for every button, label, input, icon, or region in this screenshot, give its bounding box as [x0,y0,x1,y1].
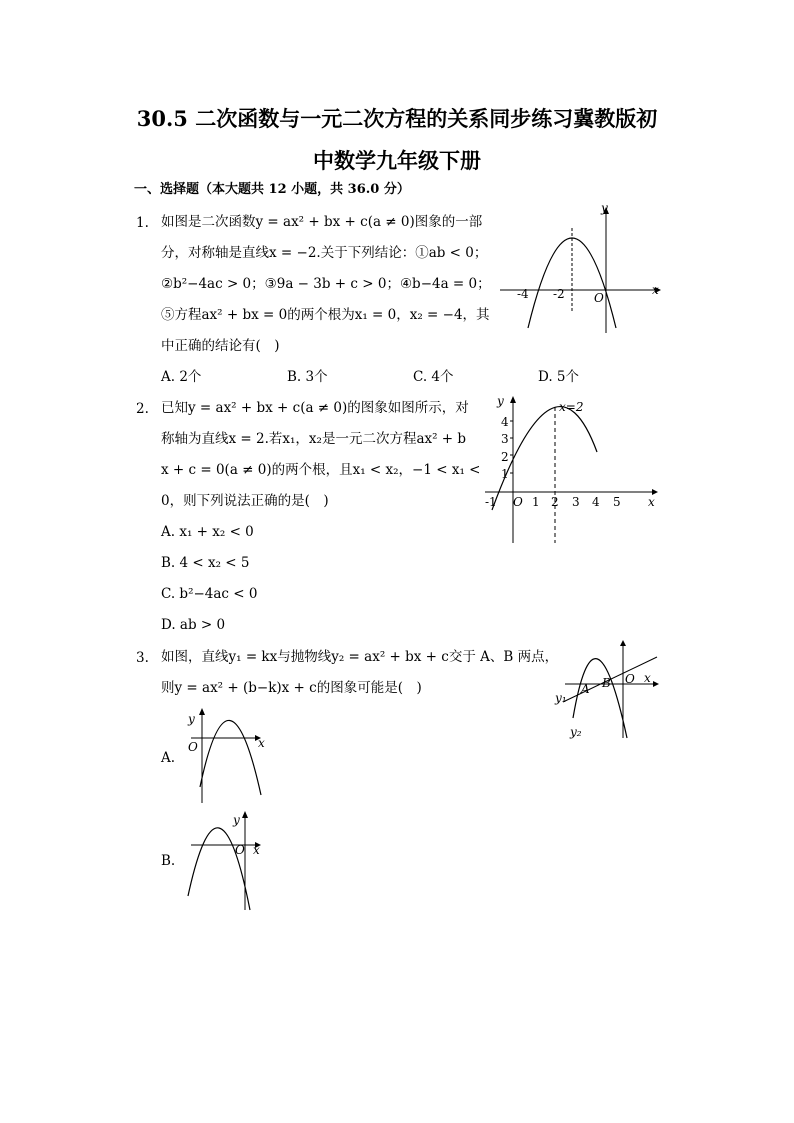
q2-ytick-1: 1 [501,467,509,481]
question-1-option-b[interactable]: B. 3个 [287,369,328,385]
q2-ytick-4: 4 [501,415,509,429]
q1-origin-label: O [594,291,604,305]
question-3-option-a[interactable]: A. [161,750,176,766]
question-2-line-4: 0，则下列说法正确的是( ) [161,493,329,509]
question-3-option-b-figure[interactable] [183,808,273,913]
q2-axis-label: x=2 [559,400,584,414]
question-1-line-2: 分，对称轴是直线x = −2.关于下列结论：①ab < 0； [161,245,488,261]
q2-ytick-2: 2 [501,450,509,464]
q3b-y-label: y [233,813,240,827]
question-1-line-5: 中正确的结论有( ) [161,338,280,354]
question-2-option-a[interactable]: A. x₁ + x₂ < 0 [161,524,254,540]
q2-origin-label: O [513,495,523,509]
q2-xtick-3: 3 [572,495,580,509]
question-3-line-1: 如图，直线y₁ = kx与抛物线y₂ = ax² + bx + c交于 A、B 两点， [161,649,559,665]
question-3-option-a-figure[interactable] [183,705,273,805]
q3-x-label: x [644,671,651,685]
q1-y-label: y [601,201,608,215]
question-3-line-2: 则y = ax² + (b−k)x + c的图象可能是( ) [161,680,422,696]
q1-x-label: x [652,283,659,297]
q3-point-a: A [581,682,590,696]
doc-title-line-1: 30.5 二次函数与一元二次方程的关系同步练习冀教版初 [136,106,658,131]
question-1-option-a[interactable]: A. 2个 [161,369,202,385]
q3a-origin-label: O [188,740,198,754]
q3b-x-label: x [253,843,260,857]
q2-ytick-3: 3 [501,432,509,446]
question-2-line-2: 称轴为直线x = 2.若x₁，x₂是一元二次方程ax² + b [161,431,467,447]
q2-xtick-1: 1 [532,495,540,509]
q2-x-label: x [648,495,655,509]
question-3-number: 3. [136,650,149,666]
q2-xtick-2: 2 [551,495,559,509]
q2-xtick-5: 5 [613,495,621,509]
q3-parabola-label: y₂ [570,725,582,739]
question-3-figure [555,640,665,740]
doc-title-line-2: 中数学九年级下册 [313,148,481,173]
question-2-option-b[interactable]: B. 4 < x₂ < 5 [161,555,250,571]
question-1-figure [495,200,665,335]
q3-line-label: y₁ [555,691,567,705]
question-3-option-b[interactable]: B. [161,853,176,869]
question-1-number: 1. [136,215,149,231]
question-1-option-c[interactable]: C. 4个 [413,369,454,385]
q2-xtick-4: 4 [592,495,600,509]
q3-point-b: B [602,676,611,690]
question-1-line-1: 如图是二次函数y = ax² + bx + c(a ≠ 0)图象的一部 [161,214,483,230]
question-2-number: 2. [136,401,149,417]
section-header: 一、选择题（本大题共 12 小题，共 36.0 分） [134,182,410,197]
question-1-line-4: ⑤方程ax² + bx = 0的两个根为x₁ = 0，x₂ = −4，其 [161,307,490,323]
question-1-option-d[interactable]: D. 5个 [538,369,580,385]
question-2-figure [480,395,660,545]
q3b-origin-label: O [235,843,245,857]
q2-xtick-neg1: -1 [485,495,497,509]
q3a-x-label: x [258,736,265,750]
question-2-line-1: 已知y = ax² + bx + c(a ≠ 0)的图象如图所示，对 [161,400,469,416]
q1-tick-neg2: -2 [553,287,565,301]
question-2-line-3: x + c = 0(a ≠ 0)的两个根，且x₁ < x₂，−1 < x₁ < [161,462,481,478]
question-2-option-d[interactable]: D. ab > 0 [161,617,226,633]
q3a-y-label: y [188,712,195,726]
question-1-line-3: ②b²−4ac > 0；③9a − 3b + c > 0；④b−4a = 0； [161,276,491,292]
q2-y-label: y [497,394,504,408]
question-2-option-c[interactable]: C. b²−4ac < 0 [161,586,258,602]
q3-origin-label: O [625,672,635,686]
q1-tick-neg4: -4 [517,287,529,301]
